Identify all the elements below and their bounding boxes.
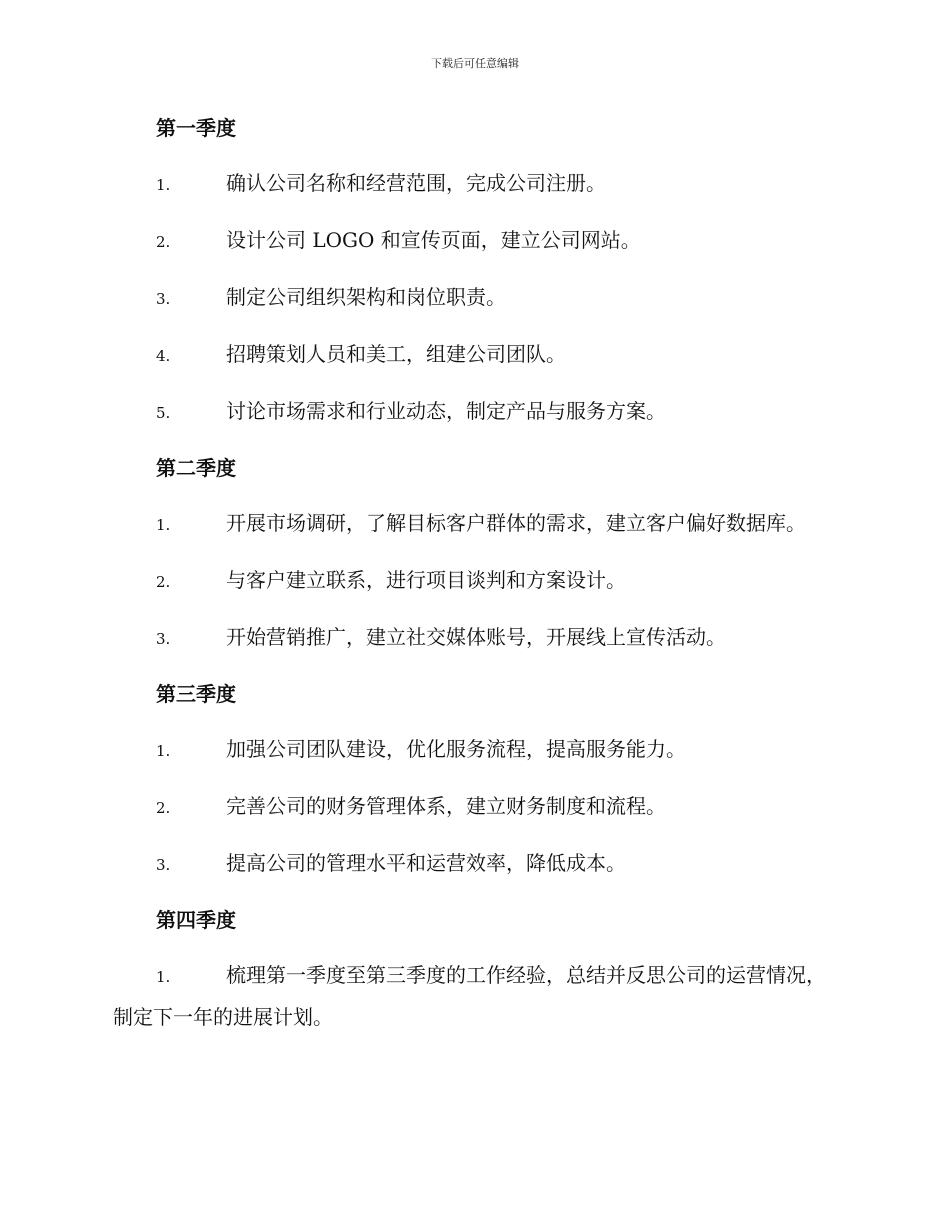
section-title-q4: 第四季度 <box>156 908 236 932</box>
item-number: 3. <box>156 290 171 308</box>
item-text: 设计公司 LOGO 和宣传页面，建立公司网站。 <box>226 228 641 252</box>
item-number: 1. <box>156 742 171 760</box>
list-item <box>113 334 833 376</box>
item-text: 加强公司团队建设，优化服务流程，提高服务能力。 <box>226 737 686 761</box>
item-number: 3. <box>156 856 171 874</box>
list-item <box>113 955 833 1037</box>
list-item <box>113 391 833 433</box>
list-item <box>113 786 833 828</box>
document-body <box>113 108 833 1052</box>
item-text: 确认公司名称和经营范围，完成公司注册。 <box>226 171 606 195</box>
item-text: 制定公司组织架构和岗位职责。 <box>226 285 506 309</box>
item-text: 开始营销推广，建立社交媒体账号，开展线上宣传活动。 <box>226 625 726 649</box>
item-number: 5. <box>156 404 171 422</box>
item-text: 开展市场调研，了解目标客户群体的需求，建立客户偏好数据库。 <box>226 511 806 535</box>
section-title-q3: 第三季度 <box>156 682 236 706</box>
list-item <box>113 617 833 659</box>
item-text: 梳理第一季度至第三季度的工作经验，总结并反思公司的运营情况，制定下一年的进展计划。 <box>113 963 826 1029</box>
page-header: 下载后可任意编辑 <box>431 57 519 70</box>
list-item <box>113 560 833 602</box>
list-item <box>113 277 833 319</box>
item-number: 1. <box>156 176 171 194</box>
item-text: 讨论市场需求和行业动态，制定产品与服务方案。 <box>226 399 666 423</box>
item-text: 提高公司的管理水平和运营效率，降低成本。 <box>226 851 626 875</box>
section-title-q1: 第一季度 <box>156 116 236 140</box>
item-number: 1. <box>156 968 171 986</box>
item-number: 3. <box>156 630 171 648</box>
item-text: 招聘策划人员和美工，组建公司团队。 <box>226 342 566 366</box>
item-number: 2. <box>156 799 171 817</box>
list-item <box>113 843 833 885</box>
item-text: 与客户建立联系，进行项目谈判和方案设计。 <box>226 568 626 592</box>
item-number: 2. <box>156 233 171 251</box>
list-item <box>113 163 833 205</box>
item-number: 1. <box>156 516 171 534</box>
list-item <box>113 503 833 545</box>
list-item <box>113 729 833 771</box>
item-text: 完善公司的财务管理体系，建立财务制度和流程。 <box>226 794 666 818</box>
item-number: 2. <box>156 573 171 591</box>
section-title-q2: 第二季度 <box>156 456 236 480</box>
item-number: 4. <box>156 347 171 365</box>
list-item <box>113 220 833 262</box>
